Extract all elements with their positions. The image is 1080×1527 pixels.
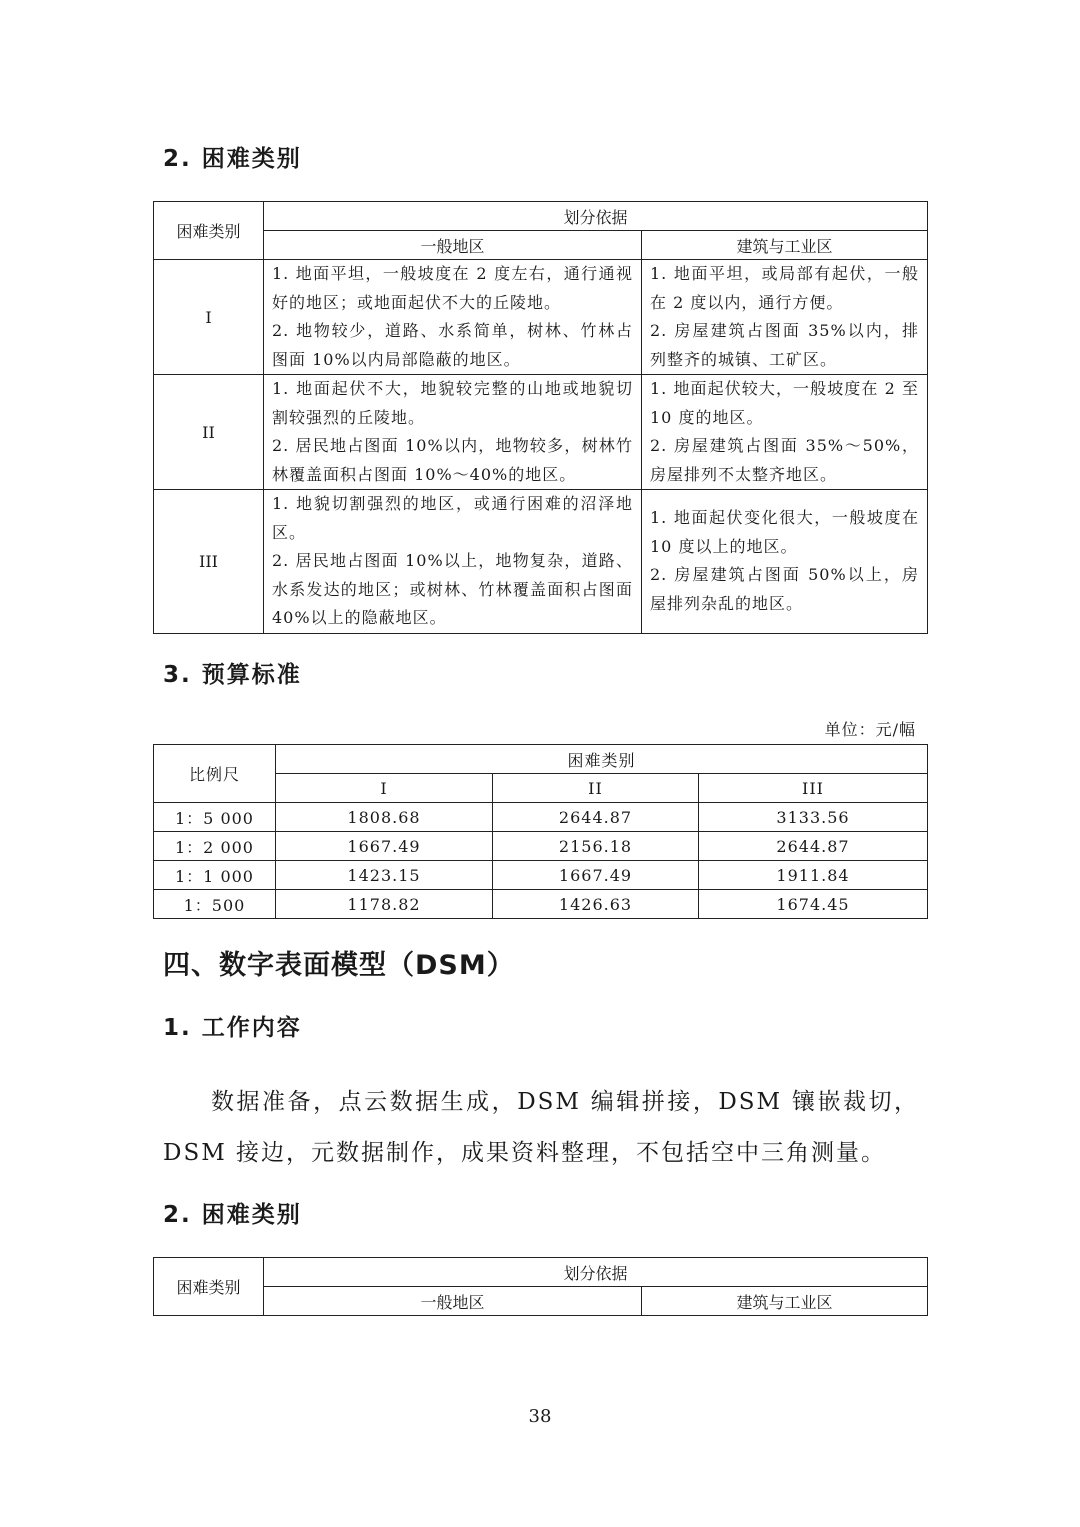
general-criteria-cell: 1. 地面平坦，一般坡度在 2 度左右，通行通视好的地区；或地面起伏不大的丘陵地。 2. 地物较少，道路、水系简单，树林、竹林占图面 10%以内局部隐蔽的地区。 — [264, 260, 642, 375]
scale-cell: 1：500 — [154, 890, 276, 919]
price-cell: 3133.56 — [699, 803, 928, 832]
industrial-criteria-cell: 1. 地面起伏变化很大，一般坡度在 10 度以上的地区。 2. 房屋建筑占图面 50%以上，房屋排列杂乱的地区。 — [642, 490, 928, 634]
table-row — [154, 890, 928, 919]
table-row — [154, 832, 928, 861]
unit-label: 单位：元/幅 — [824, 720, 916, 739]
header-difficulty-category: 困难类别 — [154, 1258, 264, 1316]
work-content-paragraph: 数据准备，点云数据生成，DSM 编辑拼接，DSM 镶嵌裁切，DSM 接边，元数据制作，成果资料整理，不包括空中三角测量。 — [163, 1089, 919, 1166]
price-cell: 1423.15 — [276, 861, 493, 890]
general-criteria-cell: 1. 地面起伏不大，地貌较完整的山地或地貌切割较强烈的丘陵地。 2. 居民地占图面 10%以内，地物较多，树林竹林覆盖面积占图面 10%～40%的地区。 — [264, 375, 642, 490]
category-cell: II — [154, 375, 264, 490]
price-cell: 2644.87 — [699, 832, 928, 861]
header-difficulty-category: 困难类别 — [276, 745, 928, 774]
price-cell: 2644.87 — [493, 803, 699, 832]
budget-table — [153, 744, 928, 919]
price-cell: 1426.63 — [493, 890, 699, 919]
price-cell: 2156.18 — [493, 832, 699, 861]
industrial-criteria-cell: 1. 地面平坦，或局部有起伏，一般在 2 度以内，通行方便。 2. 房屋建筑占图面 35%以内，排列整齐的城镇、工矿区。 — [642, 260, 928, 375]
table-row — [154, 803, 928, 832]
table-row — [154, 861, 928, 890]
header-criteria: 划分依据 — [264, 202, 928, 231]
price-cell: 1911.84 — [699, 861, 928, 890]
category-cell: I — [154, 260, 264, 375]
difficulty-table-2 — [153, 1257, 928, 1316]
table-row — [154, 490, 928, 634]
page-number: 38 — [528, 1406, 552, 1427]
header-level-iii: III — [699, 774, 928, 803]
header-general-area: 一般地区 — [264, 231, 642, 260]
scale-cell: 1：1 000 — [154, 861, 276, 890]
header-level-i: I — [276, 774, 493, 803]
table-row — [154, 375, 928, 490]
header-industrial-area: 建筑与工业区 — [642, 231, 928, 260]
section-title-difficulty-2: 2. 困难类别 — [163, 1202, 302, 1228]
header-difficulty-category: 困难类别 — [154, 202, 264, 260]
header-criteria: 划分依据 — [264, 1258, 928, 1287]
scale-cell: 1：5 000 — [154, 803, 276, 832]
header-general-area: 一般地区 — [264, 1287, 642, 1316]
price-cell: 1808.68 — [276, 803, 493, 832]
price-cell: 1667.49 — [276, 832, 493, 861]
section-title-work: 1. 工作内容 — [163, 1015, 302, 1041]
section-title-difficulty: 2. 困难类别 — [163, 146, 302, 172]
section-title-budget: 3. 预算标准 — [163, 662, 302, 688]
price-cell: 1178.82 — [276, 890, 493, 919]
header-scale: 比例尺 — [154, 745, 276, 803]
category-cell: III — [154, 490, 264, 634]
header-industrial-area: 建筑与工业区 — [642, 1287, 928, 1316]
scale-cell: 1：2 000 — [154, 832, 276, 861]
price-cell: 1674.45 — [699, 890, 928, 919]
table-row — [154, 260, 928, 375]
general-criteria-cell: 1. 地貌切割强烈的地区，或通行困难的沼泽地区。 2. 居民地占图面 10%以上，地物复杂，道路、水系发达的地区；或树林、竹林覆盖面积占图面 40%以上的隐蔽地区。 — [264, 490, 642, 634]
header-level-ii: II — [493, 774, 699, 803]
chapter-title: 四、数字表面模型（DSM） — [163, 950, 515, 981]
price-cell: 1667.49 — [493, 861, 699, 890]
industrial-criteria-cell: 1. 地面起伏较大，一般坡度在 2 至 10 度的地区。 2. 房屋建筑占图面 35%～50%，房屋排列不太整齐地区。 — [642, 375, 928, 490]
difficulty-table — [153, 201, 928, 634]
